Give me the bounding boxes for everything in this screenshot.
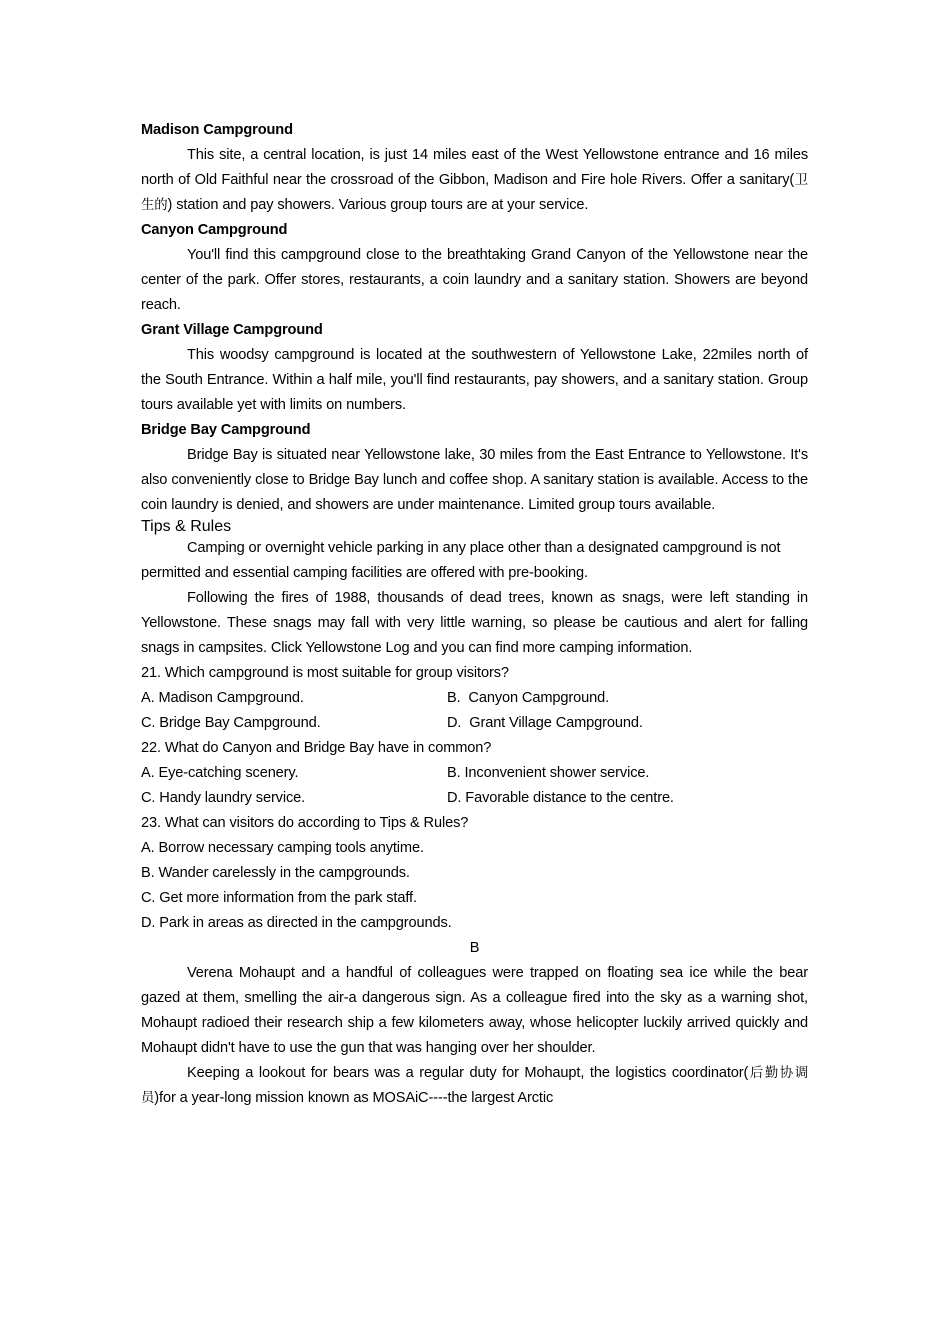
question-22-option-b[interactable]: B. Inconvenient shower service. — [447, 765, 650, 781]
tips-paragraph-2: Following the fires of 1988, thousands of dead trees, known as snags, were left standing in Yellowstone. These snags may fall with very little warning, so please be cautious and alert for falling snags in campsites. Click Yellowstone Log and you can find more camping information. — [141, 590, 808, 656]
question-21-options-row-2 — [141, 711, 808, 736]
question-22-option-a[interactable]: A. Eye-catching scenery. — [141, 765, 299, 781]
passage-b-paragraph-2-post: )for a year-long mission known as MOSAiC----the largest Arctic — [154, 1090, 554, 1106]
question-22-option-c[interactable]: C. Handy laundry service. — [141, 790, 306, 806]
question-23-stem: 23. What can visitors do according to Tips & Rules? — [141, 815, 469, 831]
tips-paragraph-1: Camping or overnight vehicle parking in any place other than a designated campground is not permitted and essential camping facilities are offered with pre-booking. — [141, 540, 781, 581]
question-23-option-c[interactable]: C. Get more information from the park staff. — [141, 890, 417, 906]
question-22-stem: 22. What do Canyon and Bridge Bay have in common? — [141, 740, 492, 756]
question-21-option-d[interactable]: D. Grant Village Campground. — [447, 715, 643, 731]
madison-body-cjk-gloss: 卫生的 — [141, 173, 808, 213]
question-22-options-row-2 — [141, 786, 808, 811]
passage-b-paragraph-2 — [141, 1061, 808, 1111]
question-21-option-a[interactable]: A. Madison Campground. — [141, 690, 304, 706]
document-page — [141, 118, 808, 1111]
section-heading-tips-rules: Tips & Rules — [141, 518, 232, 535]
passage-b-cjk-gloss: 后勤协调员 — [141, 1066, 808, 1106]
question-21-option-b[interactable]: B. Canyon Campground. — [447, 690, 610, 706]
section-body-canyon: You'll find this campground close to the breathtaking Grand Canyon of the Yellowstone near the center of the park. Offer stores, restaurants, a coin laundry and a sanitary station. Showers are beyond reach. — [141, 247, 808, 313]
madison-body-pre: This site, a central location, is just 14 miles east of the West Yellowstone entrance and 16 miles north of Old Faithful near the crossroad of the Gibbon, Madison and Fire hole Rivers. Offer a sanitary( — [141, 147, 808, 188]
question-23-option-b[interactable]: B. Wander carelessly in the campgrounds. — [141, 865, 410, 881]
question-21-stem: 21. Which campground is most suitable for group visitors? — [141, 665, 509, 681]
section-heading-madison: Madison Campground — [141, 122, 293, 138]
question-21-option-c[interactable]: C. Bridge Bay Campground. — [141, 715, 321, 731]
section-heading-grant-village: Grant Village Campground — [141, 322, 323, 338]
section-body-bridge-bay: Bridge Bay is situated near Yellowstone lake, 30 miles from the East Entrance to Yellowstone. It's also conveniently close to Bridge Bay lunch and coffee shop. A sanitary station is available. Access to the coin laundry is denied, and showers are under maintenance. Limited group tours available. — [141, 447, 808, 513]
question-22-option-d[interactable]: D. Favorable distance to the centre. — [447, 790, 674, 806]
section-body-madison — [141, 143, 808, 218]
section-divider-b: B — [469, 940, 480, 956]
section-body-grant-village: This woodsy campground is located at the southwestern of Yellowstone Lake, 22miles north of the South Entrance. Within a half mile, you'll find restaurants, pay showers, and a sanitary station. Group tours available yet with limits on numbers. — [141, 347, 808, 413]
madison-body-post: ) station and pay showers. Various group tours are at your service. — [167, 197, 589, 213]
section-heading-canyon: Canyon Campground — [141, 222, 288, 238]
question-23-option-a[interactable]: A. Borrow necessary camping tools anytime. — [141, 840, 424, 856]
question-23-option-d[interactable]: D. Park in areas as directed in the campgrounds. — [141, 915, 452, 931]
question-22-options-row-1 — [141, 761, 808, 786]
passage-b-paragraph-2-pre: Keeping a lookout for bears was a regular duty for Mohaupt, the logistics coordinator( — [187, 1065, 749, 1081]
section-heading-bridge-bay: Bridge Bay Campground — [141, 422, 311, 438]
question-21-options-row-1 — [141, 686, 808, 711]
passage-b-paragraph-1: Verena Mohaupt and a handful of colleagues were trapped on floating sea ice while the bear gazed at them, smelling the air-a dangerous sign. As a colleague fired into the sky as a warning shot, Mohaupt radioed their research ship a few kilometers away, whose helicopter luckily arrived quickly and Mohaupt didn't have to use the gun that was hanging over her shoulder. — [141, 965, 808, 1056]
